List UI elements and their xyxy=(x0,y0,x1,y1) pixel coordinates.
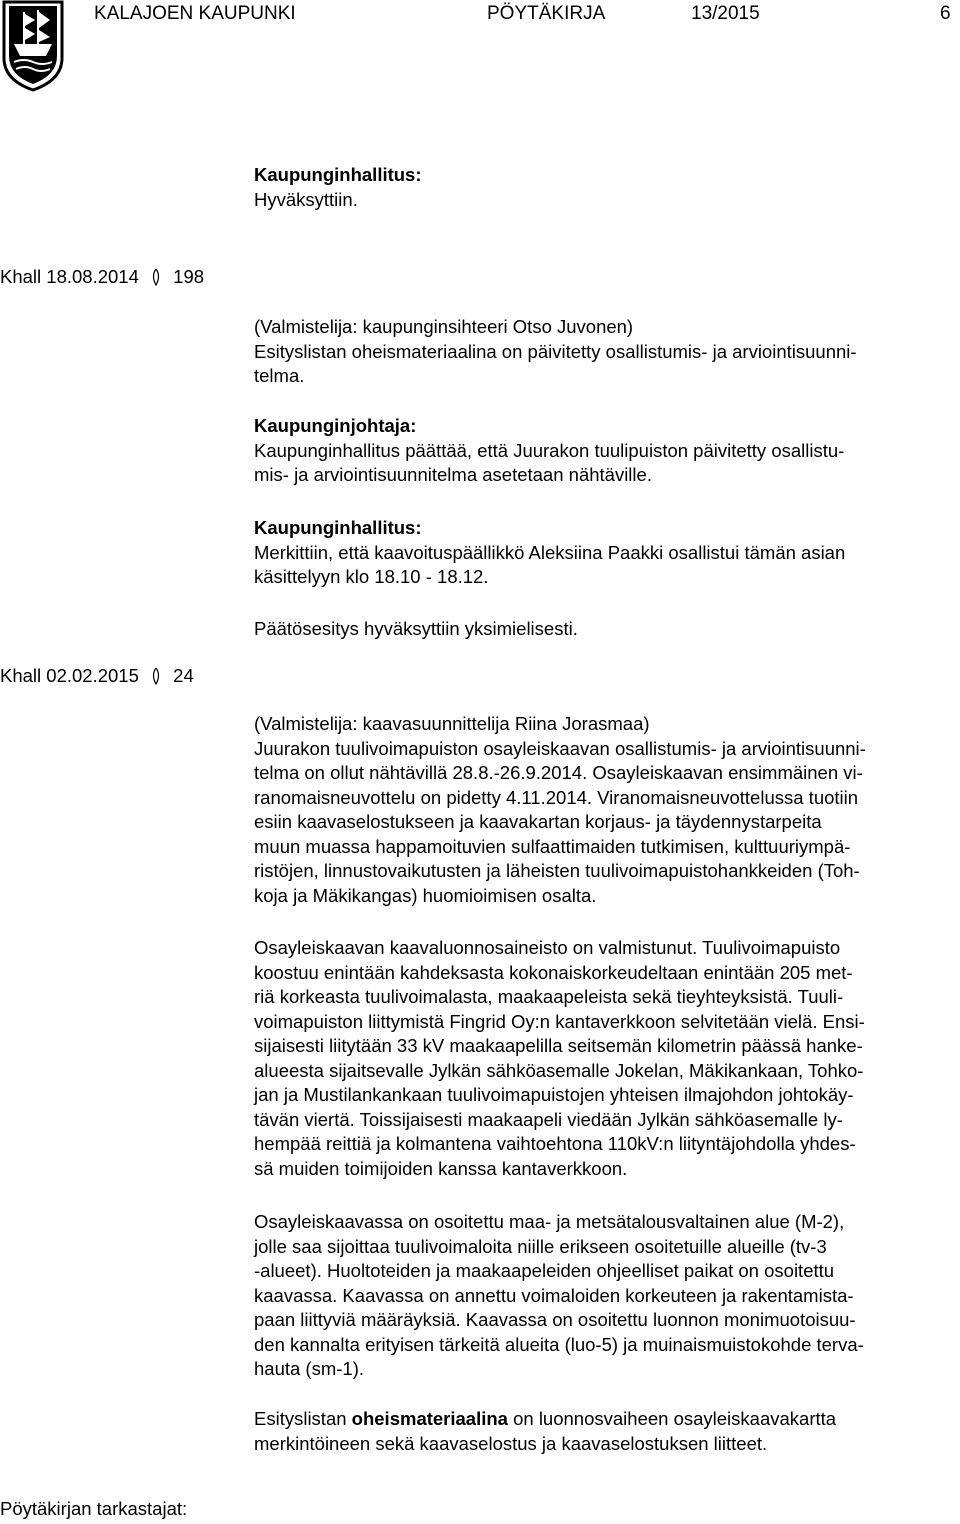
approval-block xyxy=(254,163,954,212)
preparation-block-2015 xyxy=(254,712,954,908)
section-text: Hyväksyttiin. xyxy=(254,188,358,210)
paragraph-attachments xyxy=(254,1407,954,1456)
meeting-item-number: 198 xyxy=(173,266,205,287)
preparer-line: (Valmistelija: kaavasuunnittelija Riina Jorasmaa) xyxy=(254,713,650,734)
decision-result xyxy=(254,617,954,642)
meeting-reference-2015 xyxy=(0,664,194,689)
city-coat-of-arms-logo xyxy=(0,0,66,92)
header-document-type: PÖYTÄKIRJA xyxy=(487,3,606,24)
paragraph-line: ranomaisneuvottelu on pidetty 4.11.2014. Viranomaisneuvottelussa tuotiin xyxy=(254,786,859,808)
paragraph-line: esiin kaavaselostukseen ja kaavakartan korjaus- ja täydennystarpeita xyxy=(254,811,822,832)
meeting-item-number: 24 xyxy=(173,665,194,686)
header-document-number: 13/2015 xyxy=(691,3,760,24)
paragraph-line: telma. xyxy=(254,365,305,386)
decision-block xyxy=(254,516,954,590)
decision-result-text: Päätösesitys hyväksyttiin yksimielisesti. xyxy=(254,618,578,639)
proposal-block xyxy=(254,414,954,488)
paragraph-line: voimapuiston liittymistä Fingrid Oy:n kantaverkkoon selvitetään vielä. Ensi- xyxy=(254,1010,865,1032)
page-ref-marker-icon xyxy=(150,268,162,286)
paragraph-line: merkintöineen sekä kaavaselostus ja kaavaselostuksen liitteet. xyxy=(254,1432,768,1454)
paragraph-line: alueesta sijaitsevalle Jylkän sähköasemalle Jokelan, Mäkikankaan, Tohko- xyxy=(254,1059,864,1081)
text-run: on luonnosvaiheen osayleiskaavakartta xyxy=(507,1408,837,1429)
proposer-heading: Kaupunginjohtaja: xyxy=(254,415,417,436)
preparer-line: (Valmistelija: kaupunginsihteeri Otso Juvonen) xyxy=(254,316,634,337)
paragraph-line: riä korkeasta tuulivoimalasta, maakaapeleista sekä tieyhteyksistä. Tuuli- xyxy=(254,986,844,1007)
proposal-line: mis- ja arviointisuunnitelma asetetaan nähtäville. xyxy=(254,464,652,485)
paragraph-draft-material xyxy=(254,936,954,1181)
meeting-date: Khall 18.08.2014 xyxy=(0,266,139,287)
decision-heading: Kaupunginhallitus: xyxy=(254,517,422,538)
footer-reviewers-label: Pöytäkirjan tarkastajat: xyxy=(0,1498,188,1519)
meeting-reference-2014 xyxy=(0,265,204,290)
paragraph-line: ristöjen, linnustovaikutusten ja läheisten tuulivoimapuistohankkeiden (Toh- xyxy=(254,860,860,881)
paragraph-line: koostuu enintään kahdeksasta kokonaiskorkeudeltaan enintään 205 met- xyxy=(254,961,853,983)
paragraph-line: hempää reittiä ja kolmantena vaihtoehtona 110kV:n liityntäjohdolla yhdes- xyxy=(254,1133,856,1154)
paragraph-line: sä muiden toimijoiden kanssa kantaverkkoon. xyxy=(254,1157,628,1179)
paragraph-line: Osayleiskaavassa on osoitettu maa- ja metsätalousvaltainen alue (M-2), xyxy=(254,1211,845,1232)
paragraph-line: Esityslistan oheismateriaalina on päivitetty osallistumis- ja arviointisuunni- xyxy=(254,340,857,362)
decision-line: käsittelyyn klo 18.10 - 18.12. xyxy=(254,566,489,587)
page-ref-marker-icon xyxy=(150,667,162,685)
paragraph-line: tävän viertä. Toissijaisesti maakaapeli viedään Jylkän sähköasemalle ly- xyxy=(254,1108,843,1130)
paragraph-line: koja ja Mäkikangas) huomioimisen osalta. xyxy=(254,884,597,906)
paragraph-line: paan liittyviä määräyksiä. Kaavassa on osoitettu luonnon monimuotoisuu- xyxy=(254,1309,856,1330)
preparation-block-2014 xyxy=(254,315,954,389)
paragraph-line: Osayleiskaavan kaavaluonnosaineisto on valmistunut. Tuulivoimapuisto xyxy=(254,937,841,958)
paragraph-line: -alueet). Huoltoteiden ja maakaapeleiden ohjeelliset paikat on osoitettu xyxy=(254,1260,835,1281)
paragraph-line: hauta (sm-1). xyxy=(254,1358,365,1379)
paragraph-line: den kannalta erityisen tärkeitä alueita (luo-5) ja muinaismuistokohde terva- xyxy=(254,1333,864,1355)
section-heading: Kaupunginhallitus: xyxy=(254,164,422,185)
text-run: Esityslistan xyxy=(254,1408,352,1429)
header-organization: KALAJOEN KAUPUNKI xyxy=(94,3,296,24)
paragraph-line: jan ja Mustilankankaan tuulivoimapuistojen yhteisen ilmajohdon johtokäy- xyxy=(254,1084,854,1105)
paragraph-line: muun muassa happamoituvien sulfaattimaiden tutkimisen, kulttuuriympä- xyxy=(254,835,851,857)
header-page-number: 6 xyxy=(940,3,951,24)
meeting-date: Khall 02.02.2015 xyxy=(0,665,139,686)
paragraph-line: sijaisesti liitytään 33 kV maakaapelilla seitsemän kilometrin päässä hanke- xyxy=(254,1035,863,1056)
decision-line: Merkittiin, että kaavoituspäällikkö Aleksiina Paakki osallistui tämän asian xyxy=(254,541,846,563)
paragraph-line: Juurakon tuulivoimapuiston osayleiskaavan osallistumis- ja arviointisuunni- xyxy=(254,737,866,759)
paragraph-line: kaavassa. Kaavassa on annettu voimaloiden korkeuteen ja rakentamista- xyxy=(254,1284,854,1306)
paragraph-line: jolle saa sijoittaa tuulivoimaloita niille erikseen osoitetuille alueille (tv-3 xyxy=(254,1235,827,1257)
paragraph-zoning xyxy=(254,1210,954,1382)
proposal-line: Kaupunginhallitus päättää, että Juurakon tuulipuiston päivitetty osallistu- xyxy=(254,439,845,461)
bold-term: oheismateriaalina xyxy=(351,1408,508,1429)
paragraph-line xyxy=(254,1407,954,1432)
paragraph-line: telma on ollut nähtävillä 28.8.-26.9.2014. Osayleiskaavan ensimmäinen vi- xyxy=(254,762,863,783)
